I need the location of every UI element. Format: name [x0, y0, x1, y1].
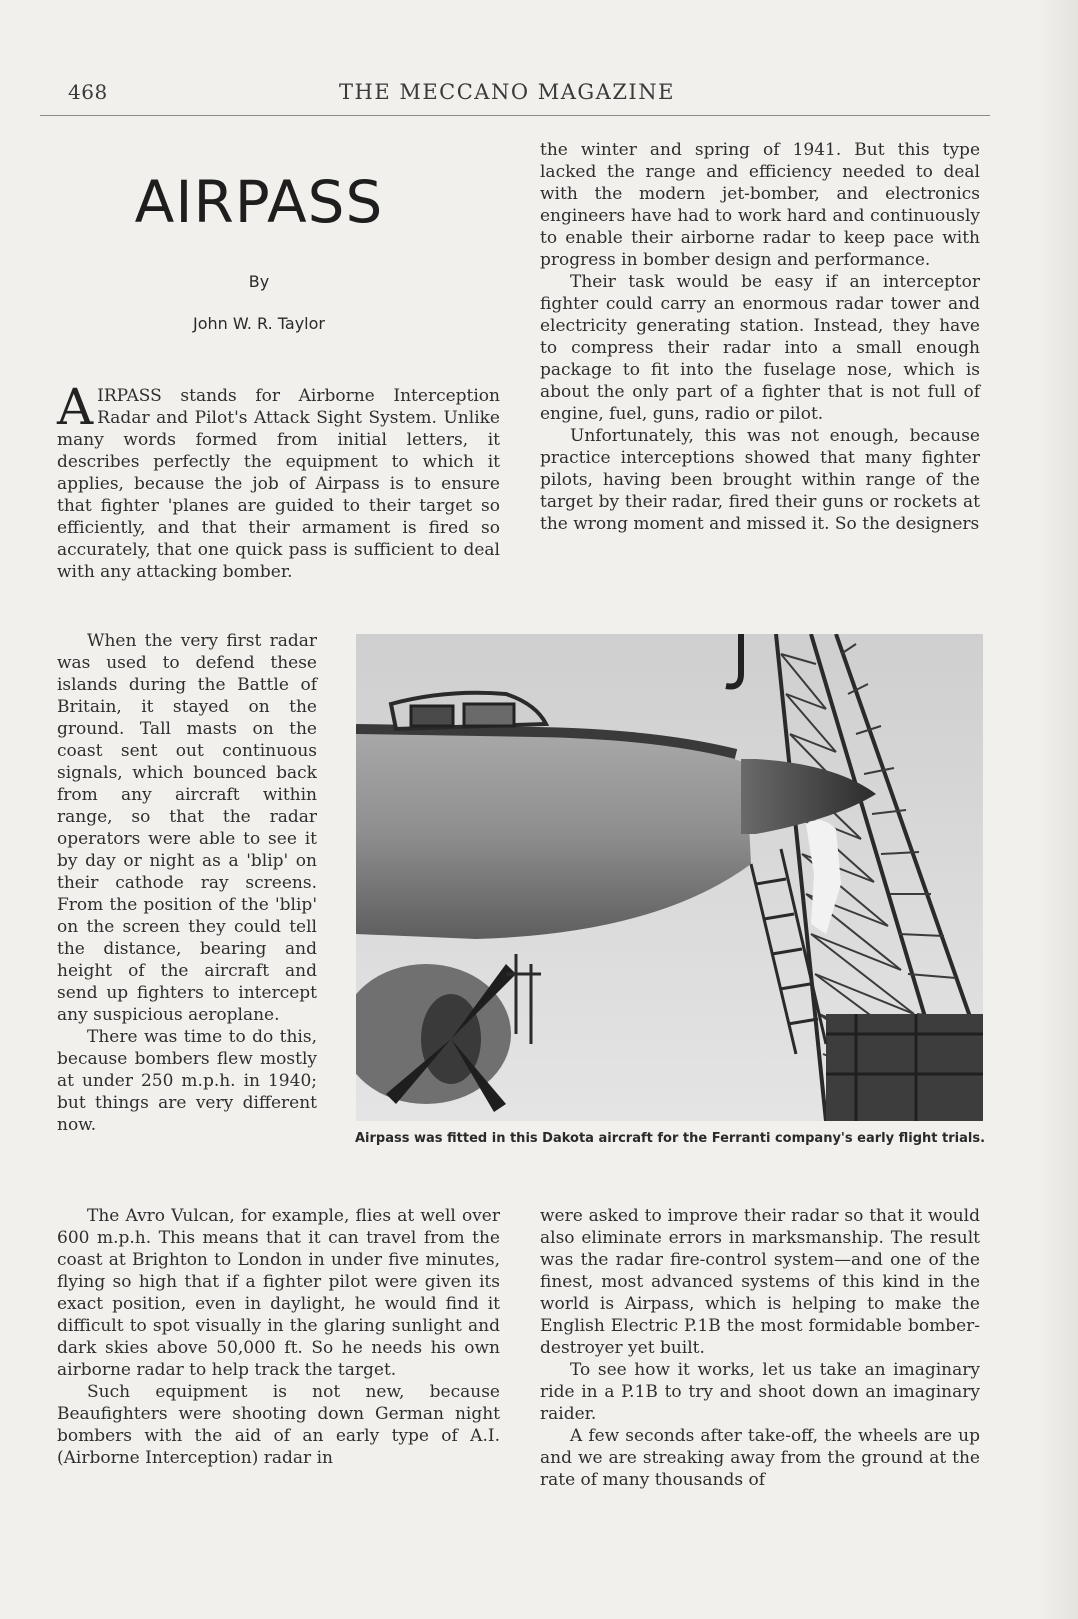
paragraph-intro	[57, 378, 500, 583]
paragraph: Unfortunately, this was not enough, because practice interceptions showed that many fighter pilots, having been brought within range of the target by their radar, fired their guns or rockets at the wrong moment and missed it. So the designers	[540, 426, 980, 534]
photo-caption: Airpass was fitted in this Dakota aircraft for the Ferranti company's early flight trials.	[354, 1131, 986, 1146]
right-column-top	[540, 139, 980, 535]
aircraft-photo-illustration	[356, 634, 983, 1121]
paragraph: Such equipment is not new, because Beaufighters were shooting down German night bombers with the aid of an early type of A.I. (Airborne Interception) radar in	[57, 1382, 500, 1468]
drop-cap: A	[57, 378, 94, 436]
paragraph: When the very first radar was used to defend these islands during the Battle of Britain, it stayed on the ground. Tall masts on the coast sent out continuous signals, which bounced back from any aircraft within range, so that the radar operators were able to see it by day or night as a 'blip' on their cathode ray screens. From the position of the 'blip' on the screen they could tell the distance, bearing and height of the aircraft and send up fighters to intercept any suspicious aeroplane.	[57, 631, 317, 1025]
paragraph: the winter and spring of 1941. But this type lacked the range and efficiency needed to deal with the modern jet-bomber, and electronics engineers have had to work hard and continuously to enable their airborne radar to keep pace with progress in bomber design and performance.	[540, 140, 980, 270]
paragraph: were asked to improve their radar so that it would also eliminate errors in marksmanship. The result was the radar fire-control system—and one of the finest, most advanced systems of this kind in the world is Airpass, which is helping to make the English Electric P.1B the most formidable bomber-destroyer yet built.	[540, 1206, 980, 1358]
page-edge-shadow	[1038, 0, 1078, 1619]
page-number: 468	[68, 80, 108, 104]
paragraph: A few seconds after take-off, the wheels are up and we are streaking away from the ground at the rate of many thousands of	[540, 1426, 980, 1490]
paragraph: There was time to do this, because bombers flew mostly at under 250 m.p.h. in 1940; but things are very different now.	[57, 1027, 317, 1135]
author-name: John W. R. Taylor	[193, 314, 325, 333]
paragraph: The Avro Vulcan, for example, flies at well over 600 m.p.h. This means that it can travel from the coast at Brighton to London in under five minutes, flying so high that if a fighter pilot were given its exact position, even in daylight, he would find it difficult to spot visually in the glaring sunlight and dark skies above 50,000 ft. So he needs his own airborne radar to help track the target.	[57, 1206, 500, 1380]
paragraph-intro-text: IRPASS stands for Airborne Interception Radar and Pilot's Attack Sight System. Unlike many words formed from initial letters, it describes perfectly the equipment to which it applies, because the job of Airpass is to ensure that fighter 'planes are guided to their target so efficiently, and that their armament is fired so accurately, that one quick pass is sufficient to deal with any attacking bomber.	[57, 386, 500, 582]
left-column-top	[57, 378, 500, 583]
header-rule	[40, 115, 990, 116]
right-column-bottom	[540, 1205, 980, 1491]
running-head: THE MECCANO MAGAZINE	[339, 80, 675, 104]
left-column-narrow	[57, 630, 317, 1136]
paragraph: Their task would be easy if an interceptor fighter could carry an enormous radar tower and electricity generating station. Instead, they have to compress their radar into a small enough package to fit into the fuselage nose, which is about the only part of a fighter that is not full of engine, fuel, guns, radio or pilot.	[540, 272, 980, 424]
byline: By	[248, 272, 270, 291]
left-column-bottom	[57, 1205, 500, 1469]
paragraph: To see how it works, let us take an imaginary ride in a P.1B to try and shoot down an imaginary raider.	[540, 1360, 980, 1424]
dakota-aircraft-photo	[356, 634, 983, 1121]
article-title: AIRPASS	[134, 168, 384, 236]
